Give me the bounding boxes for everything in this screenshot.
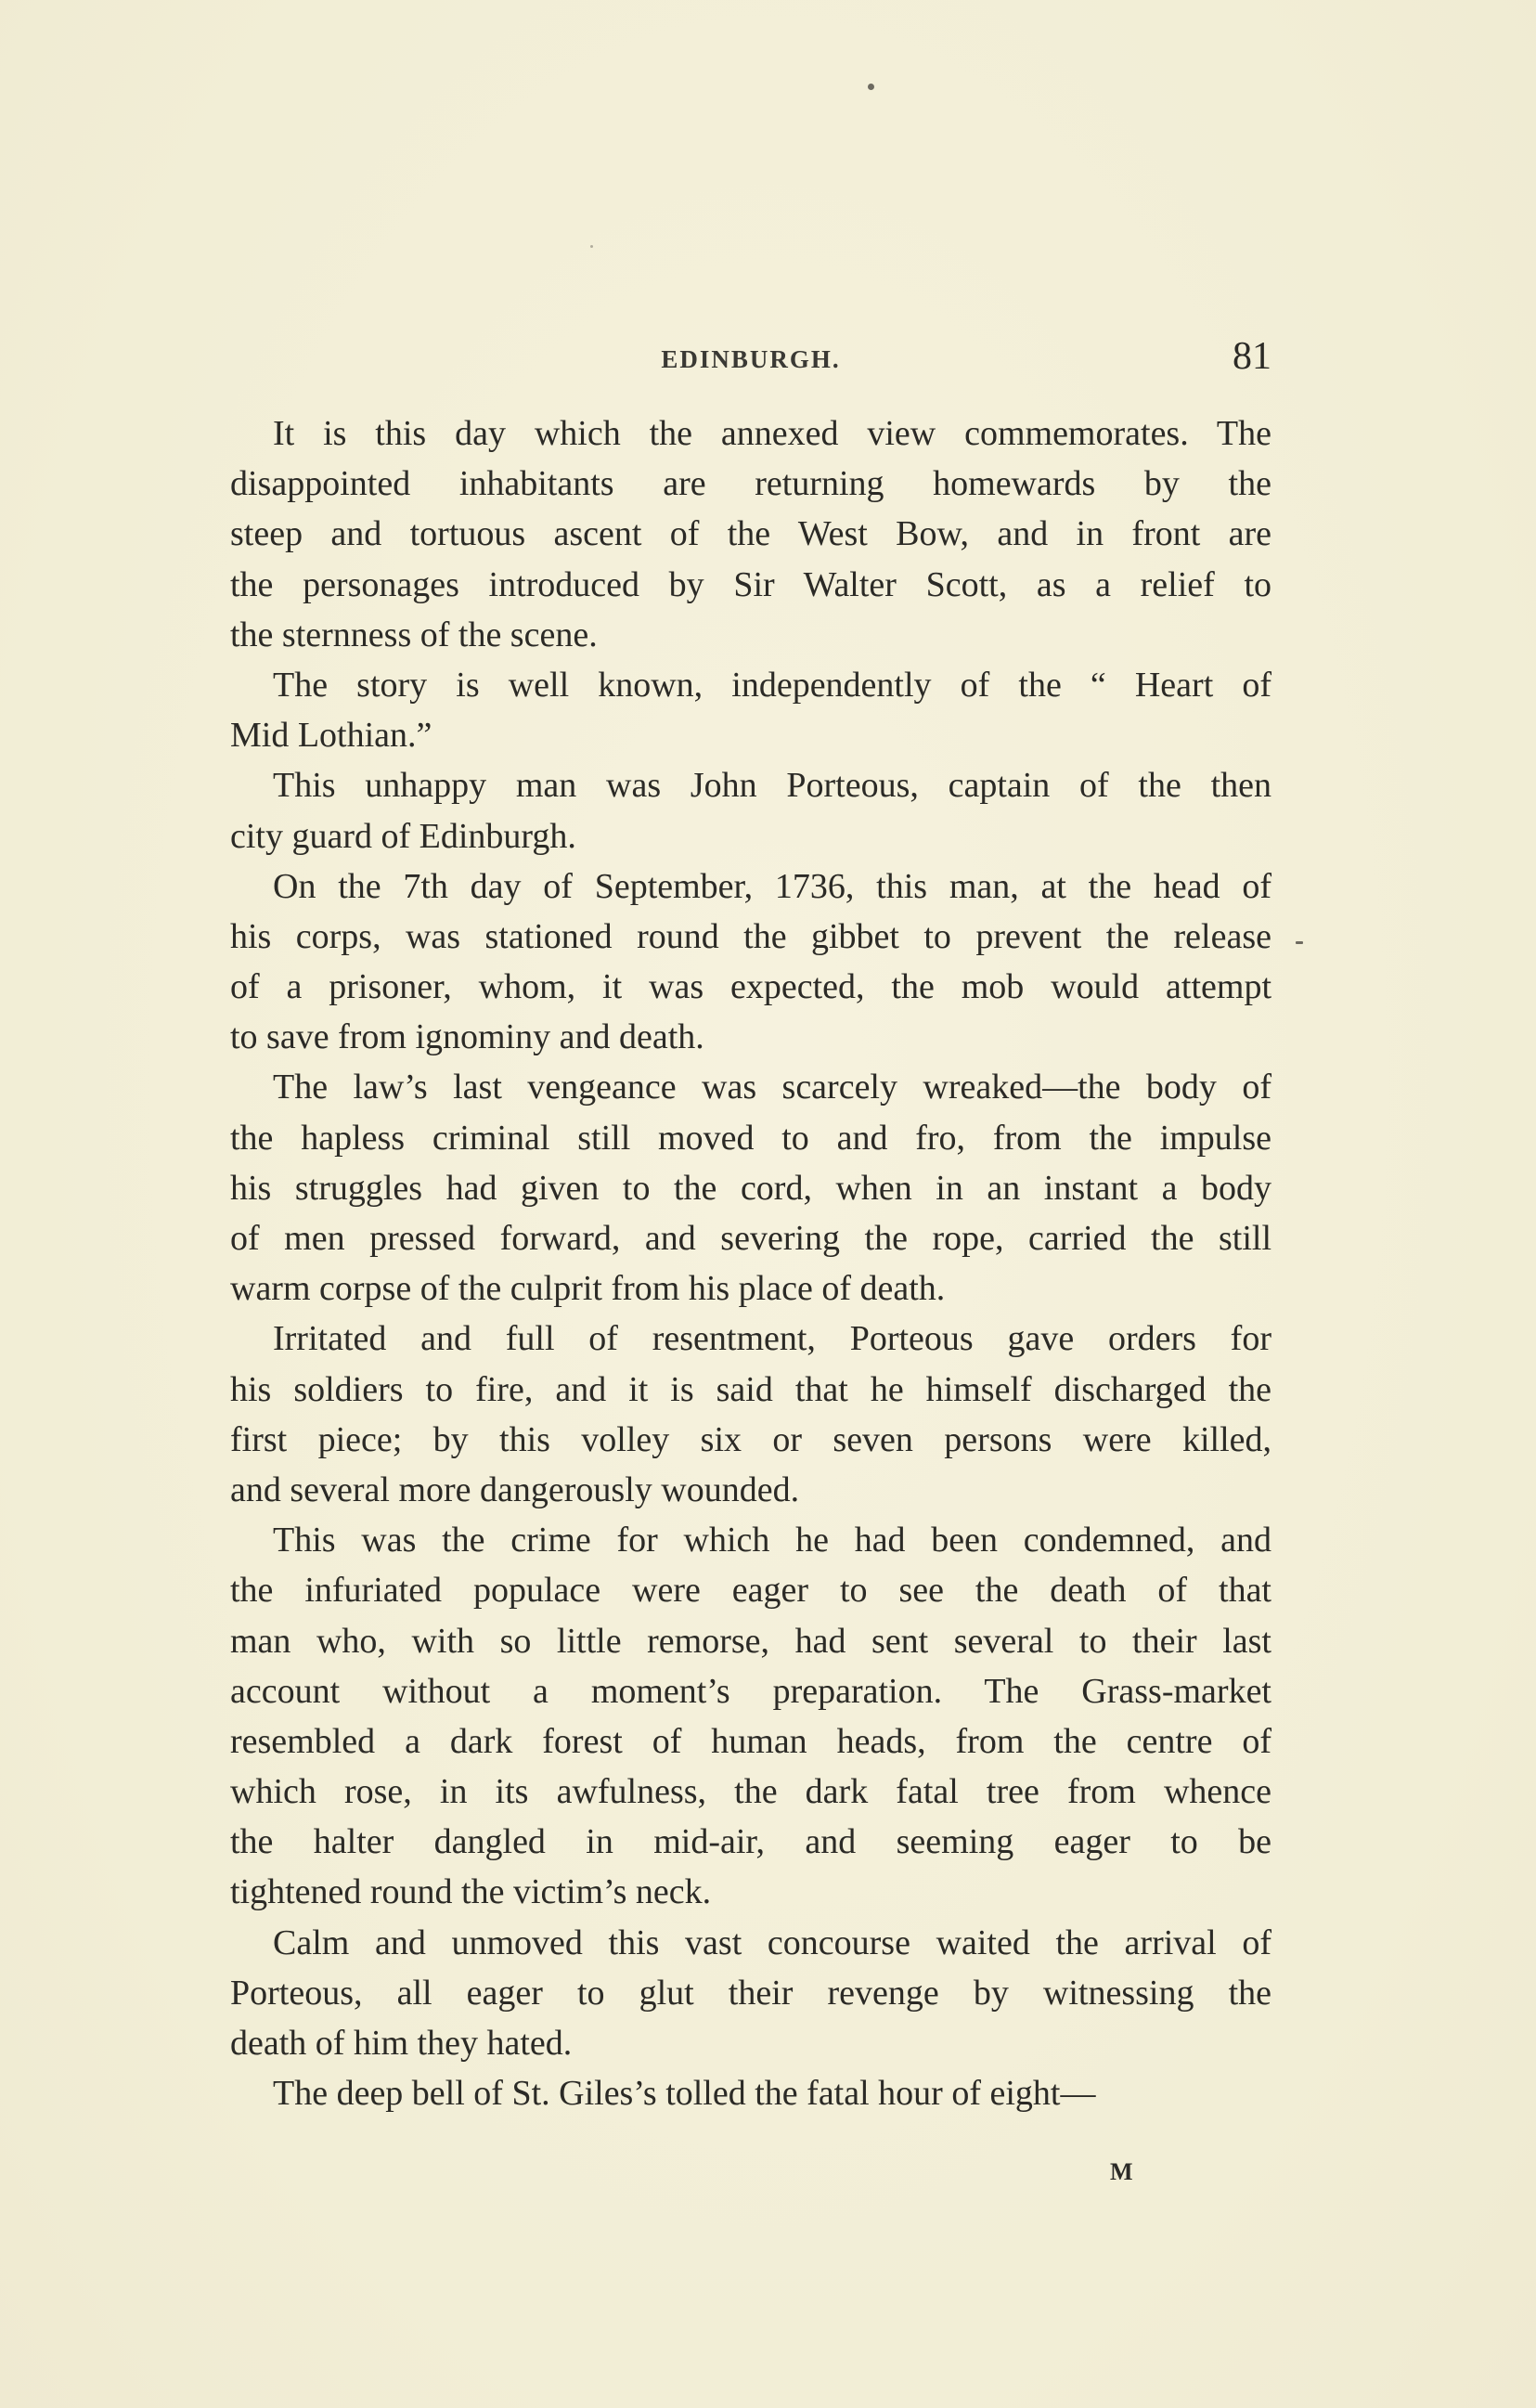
- text-line: It is this day which the annexed view commemorates. The: [273, 414, 1271, 453]
- text-line: the halter dangled in mid-air, and seeming eager to be: [230, 1822, 1271, 1862]
- text-line: The law’s last vengeance was scarcely wreaked—the body of: [273, 1068, 1271, 1107]
- paragraph: [230, 1314, 1271, 1515]
- text-line: of a prisoner, whom, it was expected, the mob would attempt: [230, 967, 1271, 1007]
- text-line: Porteous, all eager to glut their revenge by witnessing the: [230, 1973, 1271, 2013]
- text-line: man who, with so little remorse, had sent several to their last: [230, 1621, 1271, 1661]
- text-line: On the 7th day of September, 1736, this man, at the head of: [273, 866, 1271, 906]
- text-line: account without a moment’s preparation. The Grass-market: [230, 1671, 1271, 1711]
- text-line: steep and tortuous ascent of the West Bow, and in front are: [230, 514, 1271, 554]
- text-line: Mid Lothian.”: [230, 716, 432, 756]
- page-header: [230, 336, 1271, 382]
- text-line: his soldiers to fire, and it is said that he himself discharged the: [230, 1369, 1271, 1409]
- text-line: the infuriated populace were eager to see the death of that: [230, 1571, 1271, 1611]
- print-speck: [868, 84, 874, 90]
- text-line: city guard of Edinburgh.: [230, 816, 576, 856]
- paragraph: [230, 660, 1271, 760]
- text-line: The deep bell of St. Giles’s tolled the fatal hour of eight—: [273, 2074, 1096, 2114]
- text-line: first piece; by this volley six or seven persons were killed,: [230, 1419, 1271, 1459]
- print-speck: [590, 245, 593, 248]
- signature-mark: M: [1110, 2158, 1133, 2185]
- text-line: the hapless criminal still moved to and fro, from the impulse: [230, 1118, 1271, 1158]
- text-line: to save from ignominy and death.: [230, 1017, 704, 1057]
- page-number: 81: [1233, 335, 1271, 378]
- text-line: tightened round the victim’s neck.: [230, 1872, 712, 1912]
- text-line: of men pressed forward, and severing the rope, carried the still: [230, 1219, 1271, 1258]
- text-line: disappointed inhabitants are returning homewards by the: [230, 464, 1271, 504]
- text-line: Irritated and full of resentment, Porteous gave orders for: [273, 1319, 1271, 1359]
- running-head: EDINBURGH.: [661, 345, 841, 373]
- text-line: This was the crime for which he had been condemned, and: [273, 1521, 1271, 1560]
- body-text: [230, 408, 1271, 2118]
- text-line: and several more dangerously wounded.: [230, 1469, 800, 1509]
- paragraph: [230, 760, 1271, 861]
- text-line: Calm and unmoved this vast concourse waited the arrival of: [273, 1923, 1271, 1962]
- paragraph: [230, 408, 1271, 660]
- print-mark: [1296, 941, 1303, 944]
- text-line: the sternness of the scene.: [230, 615, 598, 654]
- text-line: The story is well known, independently of the “ Heart of: [273, 665, 1271, 705]
- text-line: This unhappy man was John Porteous, captain of the then: [273, 766, 1271, 806]
- paragraph: [230, 1515, 1271, 1918]
- paragraph: [230, 1062, 1271, 1314]
- text-line: which rose, in its awfulness, the dark fatal tree from whence: [230, 1772, 1271, 1812]
- paragraph: [230, 861, 1271, 1063]
- text-line: death of him they hated.: [230, 2024, 573, 2063]
- text-line: warm corpse of the culprit from his place of death.: [230, 1269, 946, 1309]
- text-line: the personages introduced by Sir Walter Scott, as a relief to: [230, 564, 1271, 604]
- text-line: resembled a dark forest of human heads, from the centre of: [230, 1721, 1271, 1761]
- text-line: his struggles had given to the cord, when in an instant a body: [230, 1168, 1271, 1208]
- paragraph: [230, 2068, 1271, 2118]
- paragraph: [230, 1918, 1271, 2069]
- text-line: his corps, was stationed round the gibbet to prevent the release: [230, 916, 1271, 956]
